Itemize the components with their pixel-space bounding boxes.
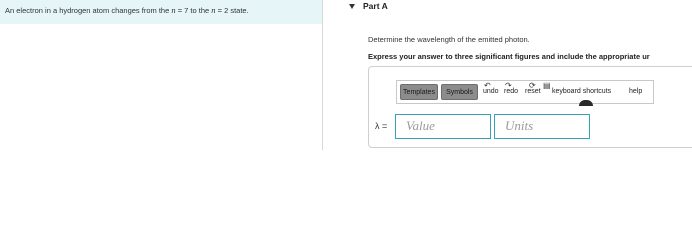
redo-button[interactable]: redo — [504, 88, 519, 95]
problem-text-start: An electron in a hydrogen atom changes from the — [5, 6, 172, 15]
templates-button[interactable]: Templates — [400, 84, 438, 100]
undo-button[interactable]: undo — [483, 88, 499, 95]
math-toolbar — [396, 80, 654, 104]
keyboard-icon[interactable]: ▤ — [543, 81, 551, 90]
wavelength-variable-label: λ = — [375, 121, 388, 131]
help-button[interactable]: help — [629, 88, 643, 95]
symbols-button[interactable]: Symbols — [441, 84, 478, 100]
value-input[interactable]: Value — [395, 114, 491, 139]
reset-button[interactable]: reset — [525, 88, 541, 95]
redo-icon[interactable]: ↷ — [505, 81, 512, 90]
quantum-number-n-final: n — [211, 5, 216, 15]
quantum-number-n-initial: n — [171, 5, 176, 15]
undo-icon[interactable]: ↶ — [484, 81, 491, 90]
toolbar-indicator — [579, 100, 593, 106]
collapse-caret-icon[interactable] — [349, 4, 355, 9]
units-input[interactable]: Units — [494, 114, 590, 139]
part-a-header[interactable] — [349, 0, 388, 12]
answer-instructions: Express your answer to three significant figures and include the appropriate ur — [368, 52, 650, 61]
panel-divider — [322, 0, 323, 150]
problem-text-end: = 2 state. — [215, 6, 249, 15]
question-prompt: Determine the wavelength of the emitted photon. — [368, 35, 530, 44]
problem-statement — [0, 0, 322, 24]
part-label: Part A — [363, 1, 388, 11]
reset-icon[interactable]: ⟳ — [529, 81, 536, 90]
keyboard-shortcuts-button[interactable]: keyboard shortcuts — [552, 88, 612, 95]
problem-text-middle: = 7 to the — [175, 6, 212, 15]
problem-panel — [0, 0, 322, 150]
